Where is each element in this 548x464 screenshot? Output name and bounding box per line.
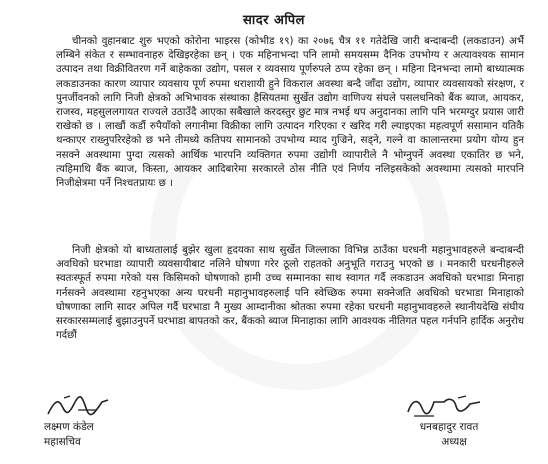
paragraph-1: चीनको वुहानबाट शुरु भएको कोरोना भाइरस (कोभीड १९) का २०७६ चैत्र ११ गतेदेखि जारी बन्दाबन्दी (लकडाउन) अर्भै लम्बिने संकेत र सम्भावनाहरु देखिइरहेका छन् । एक महिनाभन्दा पनि लामो समयसम्म दैनिक उपभोग्य र अत्यावश्यक सामान उत्पादन तथा विक्रीवितरण गर्ने बाहेकका उद्योग, पसल र व्यवसाय पूर्णरुपले ठप्प रहेका छन् । महिना दिनभन्दा लामो बाध्यात्मक लकडाउनका कारण व्यापार व्यवसाय पूर्ण रुपमा धराशायी हुने विकराल अवस्था बन्दै जाँदा उद्योग, व्यापार व्यवसायको संरक्षण, र पुनर्जीवनको लागि निजी क्षेत्रको अभिभावक संस्थाका हैसियतमा सुर्खेत उद्योग वाणिज्य संघले पसलधनिको बैंक ब्याज, आयकर, राजस्व, महसुललगायत राज्यले उठाउँदै आएका सबैखाले करदस्तुर छुट मात्र नभई थप अनुदानका लागि पनि भरमग्दुर प्रयास जारी राखेको छ । लाखौं कर्डौ रुपैयाँको लगानीमा विक्रीका लागि उत्पादन गरिएका र खरिद गरी ल्याइएका महत्वपूर्ण ससामान यतिकै थन्काएर राख्नुपरिरहेको छ भने तीमध्ये कतिपय सामानको उपभोग्य म्याद गुज्रिने, सड्ने, गल्ने वा कालान्तरमा प्रयोग योग्य हुन नसक्ने अवस्थामा पुग्दा त्यसको आर्थिक भारपनि व्यक्तिगत रुपमा उद्योगी व्यापारीले नै भोग्नुपर्ने अवस्था एकातिर छ भने, त्यहिमाथि बैंक ब्याज, किस्ता, आयकर आदिबारेमा सरकारले ठोस नीति एवं निर्णय नलिइसकेको अवस्थामा त्यसको मारपनि निजीक्षेत्रमा पर्ने निश्चतप्रायः छ । [56,36,524,190]
document-title: सादर अपिल [243,13,305,28]
signatory-title-left: महासचिव [44,436,81,448]
signature-block-president [384,392,514,450]
signature-block-general-secretary [44,392,164,450]
signatory-name-right: धनबहादुर रावत [419,421,479,433]
handwritten-signature-left [44,392,114,420]
signatory-title-right: अध्यक्ष [441,436,467,448]
paragraph-2: निजी क्षेत्रको यो बाध्यतालाई बुझेर खुला हृदयका साथ सुर्खेत जिल्लाका विभिन्न ठाउँका घरधनी महानुभावहरुले बन्दाबन्दी अवधिको घरभाडा व्यापारी व्यवसायीबाट नलिने घोषणा गरेर ठूलो राहतको अनुभूति गराउनु भएको छ । मनकारी घरधनीहरुले स्वतःस्फूर्त रुपमा गरेको यस किसिमको घोषणाको हामी उच्च सम्मानका साथ स्वागत गर्दै लकडाउन अवधिको घरभाडा मिनाहा गर्नसक्ने अवस्थामा रहनुभएका अन्य घरधनी महानुभावहरुलाई पनि स्वेच्छिक रुपमा सक्नेजति अवधिको घरभाडा मिनाहाको घोषणाका लागि सादर अपिल गर्दै घरभाडा नै मुख्य आम्दानीका श्रोतका रुपमा रहेका घरधनी महानुभावहरुले स्थानीयदेखि संघीय सरकारसम्मलाई बुझाउनुपर्ने घरभाडा बापतको कर, बैंकको ब्याज मिनाहाका लागि आवश्यक नीतिगत पहल गर्नपनि हार्दिक अनुरोध गर्दछौं [56,245,524,342]
signatory-name-left: लक्ष्मण कंडेल [44,421,94,433]
handwritten-signature-right [404,392,484,420]
